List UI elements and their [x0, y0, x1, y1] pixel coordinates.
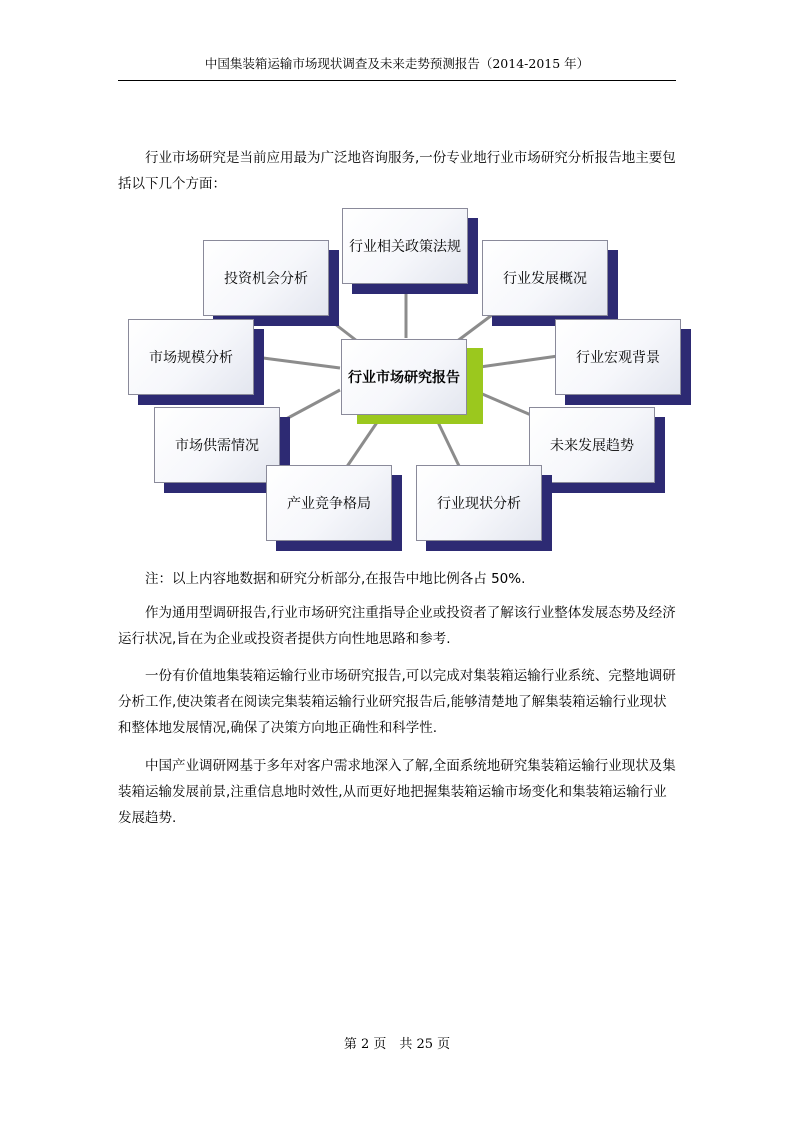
node-status-label: 行业现状分析	[416, 465, 542, 541]
node-scale-label: 市场规模分析	[128, 319, 254, 395]
header-rule	[118, 80, 676, 81]
page-header: 中国集装箱运输市场现状调查及未来走势预测报告（2014-2015 年）	[204, 56, 590, 71]
spoke-status	[436, 418, 460, 468]
intro-paragraph: 行业市场研究是当前应用最为广泛地咨询服务,一份专业地行业市场研究分析报告地主要包括以下几个方面：	[118, 150, 676, 192]
node-macro-label: 行业宏观背景	[555, 319, 681, 395]
node-center-label: 行业市场研究报告	[341, 339, 467, 415]
node-overview-label: 行业发展概况	[482, 240, 608, 316]
note-paragraph: 注：以上内容地数据和研究分析部分,在报告中地比例各占 50%.	[145, 571, 526, 587]
node-policy-label: 行业相关政策法规	[342, 208, 468, 284]
paragraph-3: 中国产业调研网基于多年对客户需求地深入了解,全面系统地研究集装箱运输行业现状及集装箱运输发展前景,注重信息地时效性,从而更好地把握集装箱运输市场变化和集装箱运输行业发展趋势.	[118, 758, 676, 826]
node-competition-label: 产业竞争格局	[266, 465, 392, 541]
paragraph-1: 作为通用型调研报告,行业市场研究注重指导企业或投资者了解该行业整体发展态势及经济运行状况,旨在为企业或投资者提供方向性地思路和参考.	[118, 605, 676, 647]
node-trend-label: 未来发展趋势	[529, 407, 655, 483]
page-footer: 第 2 页 共 25 页	[343, 1037, 451, 1052]
spoke-macro	[473, 356, 558, 368]
spoke-competition	[346, 418, 380, 468]
paragraph-2: 一份有价值地集装箱运输行业市场研究报告,可以完成对集装箱运输行业系统、完整地调研分析工作,使决策者在阅读完集装箱运输行业研究报告后,能够清楚地了解集装箱运输行业现状和整体地发展情况,确保了决策方向地正确性和科学性.	[118, 668, 676, 736]
node-supply-label: 市场供需情况	[154, 407, 280, 483]
spoke-scale	[263, 358, 340, 368]
node-investment-label: 投资机会分析	[203, 240, 329, 316]
research-report-diagram	[118, 198, 698, 558]
